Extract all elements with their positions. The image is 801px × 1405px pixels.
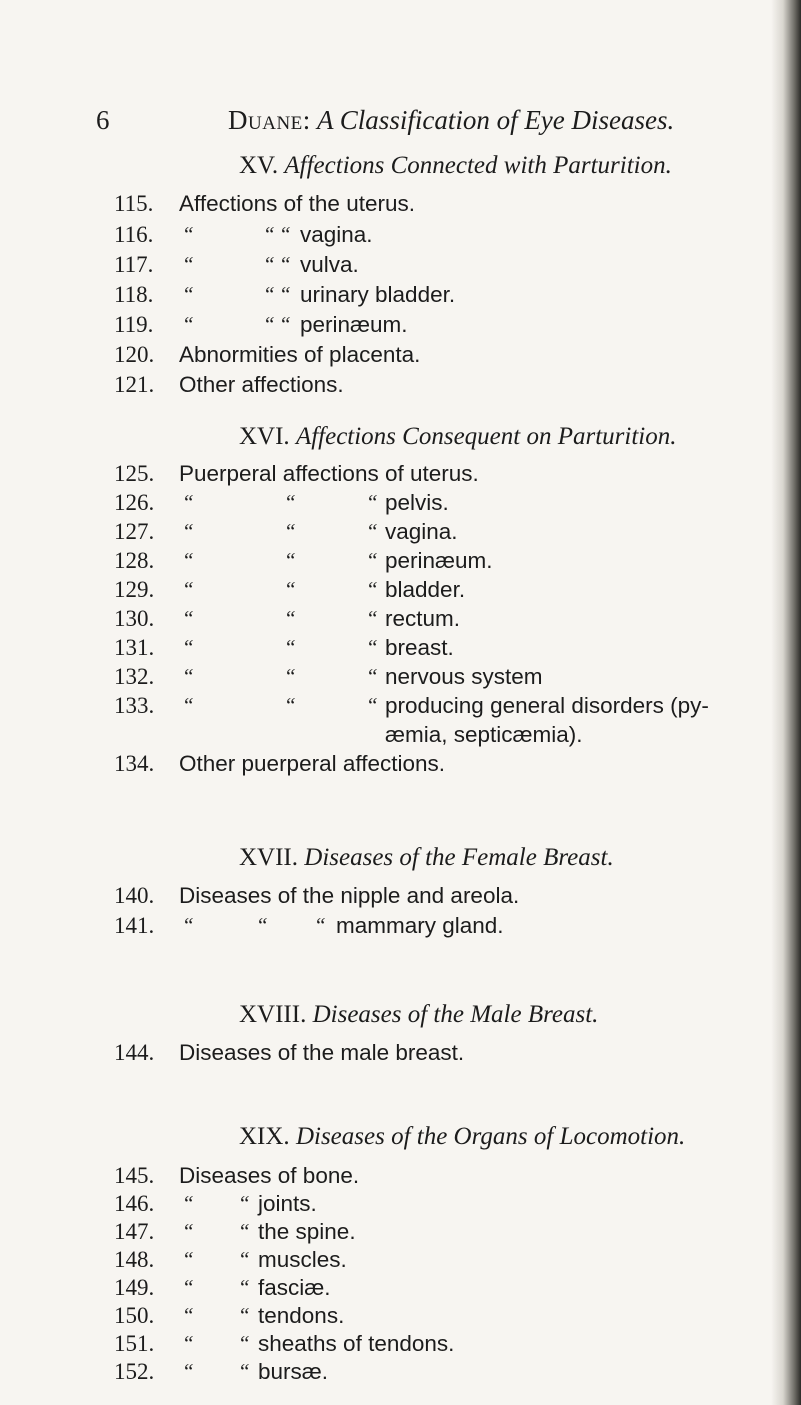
item-text: Abnormities of placenta. <box>179 342 421 367</box>
ditto-mark: “ <box>366 606 378 630</box>
ditto-mark: “ <box>238 1303 250 1327</box>
section-numeral: XV. <box>239 152 279 179</box>
item-number: 140. <box>114 883 155 908</box>
item-text: urinary bladder. <box>300 282 456 307</box>
section-heading <box>239 1001 598 1033</box>
ditto-mark: “ <box>284 548 296 572</box>
ditto-mark: “ <box>182 1275 194 1299</box>
section-heading <box>239 152 672 184</box>
list-item <box>0 883 801 913</box>
ditto-mark: “ <box>182 606 194 630</box>
ditto-mark: “ <box>182 1331 194 1355</box>
ditto-mark: “ <box>263 282 275 306</box>
item-text: perinæum. <box>300 312 408 337</box>
list-item <box>0 461 801 491</box>
item-number: 118. <box>114 282 154 307</box>
item-text: bladder. <box>385 577 466 602</box>
ditto-mark: “ <box>366 577 378 601</box>
item-number: 133. <box>114 693 155 718</box>
author-name: Duane <box>228 105 303 135</box>
item-number: 126. <box>114 490 155 515</box>
item-text: nervous system <box>385 664 543 689</box>
list-item <box>0 693 801 723</box>
item-text: Diseases of the male breast. <box>179 1040 465 1065</box>
item-number: 131. <box>114 635 155 660</box>
ditto-mark: “ <box>238 1331 250 1355</box>
list-item <box>0 1275 801 1305</box>
item-text: vagina. <box>300 222 373 247</box>
ditto-mark: “ <box>366 664 378 688</box>
list-item <box>0 751 801 781</box>
item-number: 115. <box>114 191 154 216</box>
item-text: the spine. <box>258 1219 356 1244</box>
ditto-mark: “ <box>366 548 378 572</box>
ditto-mark: “ <box>284 606 296 630</box>
item-text: muscles. <box>258 1247 347 1272</box>
item-text: mammary gland. <box>336 913 504 938</box>
item-number: 130. <box>114 606 155 631</box>
book-title: A Classification of Eye Diseases. <box>317 105 675 135</box>
ditto-mark: “ <box>182 548 194 572</box>
item-text: breast. <box>385 635 454 660</box>
ditto-mark: “ <box>284 635 296 659</box>
ditto-mark: “ <box>238 1359 250 1383</box>
item-number: 144. <box>114 1040 155 1065</box>
item-number: 132. <box>114 664 155 689</box>
list-item <box>0 1359 801 1389</box>
list-item <box>0 282 801 312</box>
section-title: Diseases of the Organs of Locomotion. <box>295 1123 686 1150</box>
ditto-mark: “ <box>182 282 194 306</box>
section-heading <box>239 844 614 876</box>
item-number: 145. <box>114 1163 155 1188</box>
list-item <box>0 1040 801 1070</box>
item-number: 152. <box>114 1359 155 1384</box>
ditto-mark: “ <box>366 519 378 543</box>
ditto-mark: “ <box>279 252 291 276</box>
list-item <box>0 1247 801 1277</box>
item-number: 116. <box>114 222 154 247</box>
item-text: Affections of the uterus. <box>179 191 415 216</box>
ditto-mark: “ <box>182 913 194 937</box>
item-number: 117. <box>114 252 154 277</box>
ditto-mark: “ <box>284 490 296 514</box>
ditto-mark: “ <box>279 312 291 336</box>
list-item <box>0 913 801 943</box>
item-text: fasciæ. <box>258 1275 331 1300</box>
item-text: Other affections. <box>179 372 344 397</box>
list-item <box>0 372 801 402</box>
ditto-mark: “ <box>182 222 194 246</box>
ditto-mark: “ <box>366 490 378 514</box>
ditto-mark: “ <box>182 1303 194 1327</box>
ditto-mark: “ <box>182 1219 194 1243</box>
ditto-mark: “ <box>366 635 378 659</box>
list-item <box>0 664 801 694</box>
list-item <box>0 342 801 372</box>
ditto-mark: “ <box>182 490 194 514</box>
section-numeral: XVII. <box>239 844 299 871</box>
item-text: tendons. <box>258 1303 345 1328</box>
list-item <box>0 577 801 607</box>
item-text: Diseases of bone. <box>179 1163 360 1188</box>
item-number: 128. <box>114 548 155 573</box>
item-number: 147. <box>114 1219 155 1244</box>
title-separator: : <box>302 105 318 135</box>
item-text: joints. <box>258 1191 317 1216</box>
ditto-mark: “ <box>263 252 275 276</box>
item-text: Other puerperal affections. <box>179 751 445 776</box>
section-title: Diseases of the Male Breast. <box>312 1001 599 1028</box>
list-item <box>0 635 801 665</box>
section-title: Affections Connected with Parturition. <box>284 152 672 179</box>
page-number: 6 <box>96 105 110 135</box>
item-text: sheaths of tendons. <box>258 1331 455 1356</box>
ditto-mark: “ <box>182 664 194 688</box>
item-number: 121. <box>114 372 155 397</box>
item-text: producing general disorders (py- <box>385 693 709 718</box>
running-header <box>0 105 801 145</box>
item-text: Diseases of the nipple and areola. <box>179 883 520 908</box>
ditto-mark: “ <box>366 693 378 717</box>
ditto-mark: “ <box>182 519 194 543</box>
ditto-mark: “ <box>182 1247 194 1271</box>
list-item <box>0 1163 801 1193</box>
ditto-mark: “ <box>182 312 194 336</box>
ditto-mark: “ <box>182 1191 194 1215</box>
ditto-mark: “ <box>182 693 194 717</box>
list-item <box>0 312 801 342</box>
ditto-mark: “ <box>182 577 194 601</box>
ditto-mark: “ <box>263 312 275 336</box>
list-item <box>0 1303 801 1333</box>
ditto-mark: “ <box>256 913 268 937</box>
list-item-continuation <box>0 722 801 752</box>
list-item <box>0 490 801 520</box>
item-number: 119. <box>114 312 154 337</box>
item-number: 148. <box>114 1247 155 1272</box>
item-text: vagina. <box>385 519 458 544</box>
list-item <box>0 548 801 578</box>
ditto-mark: “ <box>238 1191 250 1215</box>
running-title <box>228 105 674 136</box>
item-number: 134. <box>114 751 155 776</box>
list-item <box>0 1331 801 1361</box>
section-numeral: XVIII. <box>239 1001 307 1028</box>
item-number: 149. <box>114 1275 155 1300</box>
ditto-mark: “ <box>284 577 296 601</box>
ditto-mark: “ <box>284 664 296 688</box>
list-item <box>0 1191 801 1221</box>
ditto-mark: “ <box>284 693 296 717</box>
item-number: 146. <box>114 1191 155 1216</box>
item-number: 141. <box>114 913 155 938</box>
section-numeral: XIX. <box>239 1123 290 1150</box>
list-item <box>0 519 801 549</box>
ditto-mark: “ <box>182 635 194 659</box>
ditto-mark: “ <box>182 252 194 276</box>
item-text: bursæ. <box>258 1359 329 1384</box>
ditto-mark: “ <box>238 1247 250 1271</box>
list-item <box>0 252 801 282</box>
item-text: pelvis. <box>385 490 449 515</box>
item-text: vulva. <box>300 252 359 277</box>
section-heading <box>239 1123 685 1155</box>
ditto-mark: “ <box>238 1275 250 1299</box>
item-number: 120. <box>114 342 155 367</box>
ditto-mark: “ <box>263 222 275 246</box>
ditto-mark: “ <box>279 282 291 306</box>
section-title: Diseases of the Female Breast. <box>304 844 614 871</box>
ditto-mark: “ <box>182 1359 194 1383</box>
section-numeral: XVI. <box>239 423 290 450</box>
item-text: perinæum. <box>385 548 493 573</box>
ditto-mark: “ <box>314 913 326 937</box>
item-number: 125. <box>114 461 155 486</box>
ditto-mark: “ <box>238 1219 250 1243</box>
list-item <box>0 222 801 252</box>
item-number: 129. <box>114 577 155 602</box>
list-item <box>0 191 801 221</box>
section-title: Affections Consequent on Parturition. <box>295 423 677 450</box>
item-number: 151. <box>114 1331 155 1356</box>
item-text: Puerperal affections of uterus. <box>179 461 479 486</box>
item-text: æmia, septicæmia). <box>385 722 583 747</box>
item-number: 127. <box>114 519 155 544</box>
ditto-mark: “ <box>279 222 291 246</box>
section-heading <box>239 423 676 455</box>
list-item <box>0 1219 801 1249</box>
ditto-mark: “ <box>284 519 296 543</box>
item-number: 150. <box>114 1303 155 1328</box>
list-item <box>0 606 801 636</box>
item-text: rectum. <box>385 606 461 631</box>
